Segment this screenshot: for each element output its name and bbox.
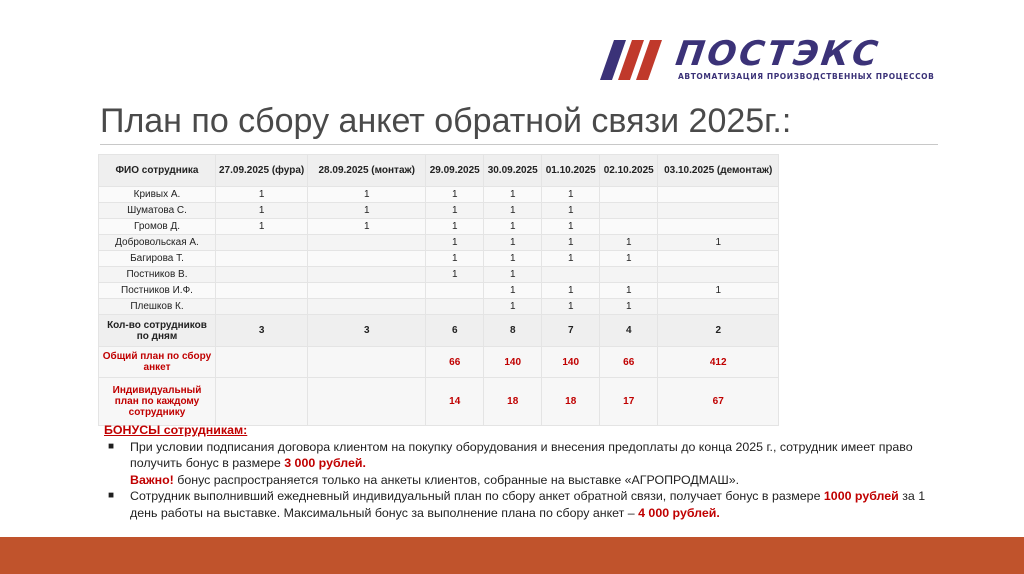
table-cell [216,251,308,267]
individual-plan-row [99,378,779,426]
header-date: 01.10.2025 [542,155,600,187]
bonus-text: за 1 день работы на выставке. Максимальный бонус за выполнение плана по сбору анкет – [130,489,926,520]
table-cell [308,283,426,299]
bonus-heading: БОНУСЫ сотрудникам: [104,423,248,437]
page-title: План по сбору анкет обратной связи 2025г.: [100,102,792,140]
logo-wordmark: ПОСТЭКС [673,34,884,74]
row-label: Кол-во сотрудников по дням [99,315,216,347]
table-cell: 1 [426,187,484,203]
table-cell: 18 [542,378,600,426]
table-cell: 66 [426,347,484,378]
table-row [99,187,779,203]
table-cell [216,347,308,378]
logo-tagline: АВТОМАТИЗАЦИЯ ПРОИЗВОДСТВЕННЫХ ПРОЦЕССОВ [678,72,935,81]
max-bonus-amount: 4 000 рублей. [638,505,720,520]
bonus-amount: 1000 рублей [823,489,899,503]
table-cell [426,299,484,315]
table-cell: 1 [426,219,484,235]
table-row [99,299,779,315]
table-cell: 1 [308,219,426,235]
employee-name: Постников И.Ф. [99,283,216,299]
table-cell: 1 [484,267,542,283]
table-cell: 67 [658,378,779,426]
table-cell: 8 [484,315,542,347]
table-cell: 1 [426,235,484,251]
table-cell [426,283,484,299]
table-cell [658,219,779,235]
employee-name: Добровольская А. [99,235,216,251]
employee-name: Постников В. [99,267,216,283]
table-row [99,251,779,267]
table-cell [216,283,308,299]
table-row [99,203,779,219]
header-employee: ФИО сотрудника [99,155,216,187]
row-label: Индивидуальный план по каждому сотруднику [99,378,216,426]
table-cell: 140 [484,347,542,378]
table-cell: 1 [426,203,484,219]
employee-name: Кривых А. [99,187,216,203]
table-cell: 1 [600,283,658,299]
table-cell: 1 [216,187,308,203]
bonus-text: Сотрудник выполнивший ежедневный индивидуальный план по сбору анкет обратной связи, получает бонус в размере [130,489,824,503]
table-cell [600,267,658,283]
employee-name: Шуматова С. [99,203,216,219]
table-cell: 3 [308,315,426,347]
company-logo [600,34,1000,86]
header-date: 29.09.2025 [426,155,484,187]
table-cell: 1 [542,299,600,315]
table-cell [600,219,658,235]
table-cell [308,299,426,315]
table-cell: 1 [308,187,426,203]
header-date: 03.10.2025 (демонтаж) [658,155,779,187]
table-cell: 2 [658,315,779,347]
table-cell: 1 [600,251,658,267]
bonus-section [104,422,944,521]
survey-plan-table [98,154,779,426]
table-cell: 412 [658,347,779,378]
table-cell: 1 [216,203,308,219]
table-cell: 1 [484,251,542,267]
table-cell: 1 [542,219,600,235]
table-cell [658,267,779,283]
table-cell: 1 [216,219,308,235]
table-cell: 1 [484,299,542,315]
table-cell: 1 [658,235,779,251]
table-cell [658,187,779,203]
total-plan-row [99,347,779,378]
table-row [99,219,779,235]
table-cell [216,235,308,251]
table-cell [658,203,779,219]
header-date: 02.10.2025 [600,155,658,187]
bonus-amount: 3 000 рублей. [284,456,366,470]
employee-name: Багирова Т. [99,251,216,267]
table-cell: 1 [542,283,600,299]
bullet-icon: ■ [108,440,115,452]
table-cell: 1 [658,283,779,299]
table-cell: 1 [542,235,600,251]
table-cell: 4 [600,315,658,347]
bonus-item-daily-plan [104,488,944,521]
table-row [99,283,779,299]
bonus-item-contract [104,439,944,489]
table-cell [216,378,308,426]
table-cell [216,267,308,283]
table-cell: 3 [216,315,308,347]
table-cell: 1 [484,283,542,299]
table-cell: 7 [542,315,600,347]
table-header-row [99,155,779,187]
table-cell: 1 [484,235,542,251]
table-cell [308,347,426,378]
row-label: Общий план по сбору анкет [99,347,216,378]
table-row [99,267,779,283]
header-date: 28.09.2025 (монтаж) [308,155,426,187]
table-row [99,235,779,251]
table-cell [542,267,600,283]
table-cell [600,203,658,219]
table-cell [308,378,426,426]
table-cell [308,267,426,283]
table-cell: 1 [484,219,542,235]
employee-name: Громов Д. [99,219,216,235]
table-cell [600,187,658,203]
table-cell: 1 [600,235,658,251]
table-cell: 1 [308,203,426,219]
table-cell: 66 [600,347,658,378]
table-cell [308,251,426,267]
table-cell: 1 [484,187,542,203]
logo-bars-icon [600,40,670,80]
header-date: 30.09.2025 [484,155,542,187]
table-cell: 18 [484,378,542,426]
table-cell: 140 [542,347,600,378]
table-cell: 1 [426,267,484,283]
employee-name: Плешков К. [99,299,216,315]
table-cell: 6 [426,315,484,347]
table-cell [216,299,308,315]
table-cell: 1 [426,251,484,267]
table-cell: 1 [542,203,600,219]
bonus-text: При условии подписания договора клиентом на покупку оборудования и внесения предоплаты до конца 2025 г., сотрудник имеет право получить бонус в размере [130,439,913,470]
table-cell [658,251,779,267]
table-cell: 14 [426,378,484,426]
table-cell: 1 [600,299,658,315]
table-cell: 1 [484,203,542,219]
bullet-icon: ■ [108,490,115,501]
footer-bar [0,537,1024,574]
important-text: бонус распространяется только на анкеты клиентов, собранные на выставке «АГРОПРОДМАШ». [173,472,740,487]
table-cell: 17 [600,378,658,426]
table-cell [658,299,779,315]
table-cell [308,235,426,251]
header-date: 27.09.2025 (фура) [216,155,308,187]
table-cell: 1 [542,187,600,203]
table-cell: 1 [542,251,600,267]
title-divider [100,144,938,145]
important-label: Важно! [130,472,174,487]
employee-count-row [99,315,779,347]
